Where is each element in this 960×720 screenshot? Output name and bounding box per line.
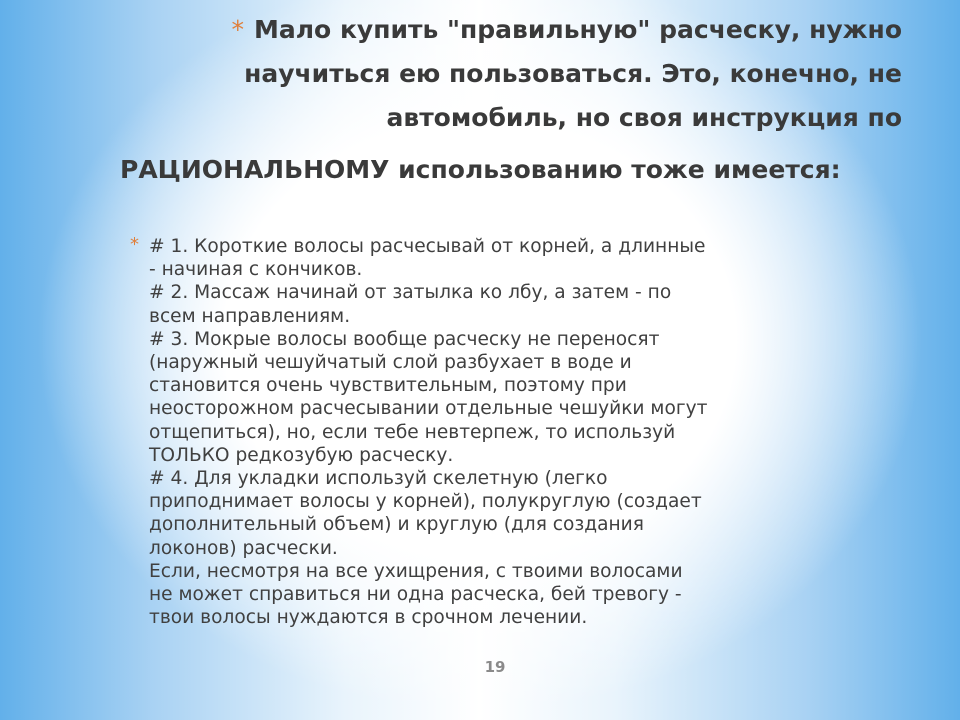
body-line: приподнимает волосы у корней), полукруглую (создает bbox=[149, 491, 702, 513]
body-line: ТОЛЬКО редкозубую расческу. bbox=[149, 444, 454, 466]
title-line-text: Мало купить "правильную" расческу, нужно bbox=[254, 15, 902, 44]
body-line: локонов) расчески. bbox=[149, 537, 338, 559]
body-line: не может справиться ни одна расческа, бей тревогу - bbox=[149, 584, 682, 606]
body-line: # 1. Короткие волосы расчесывай от корней, а длинные bbox=[149, 236, 706, 257]
title-block bbox=[120, 8, 902, 140]
body-line: # 3. Мокрые волосы вообще расческу не переносят bbox=[149, 328, 660, 350]
body-line: всем направлениям. bbox=[149, 305, 351, 327]
title-line: автомобиль, но своя инструкция по bbox=[386, 103, 902, 132]
title-line bbox=[120, 8, 902, 52]
body-line: твои волосы нуждаются в срочном лечении. bbox=[149, 607, 588, 629]
slide-body bbox=[130, 235, 790, 629]
body-line: - начиная с кончиков. bbox=[149, 259, 363, 281]
title-bullet-icon: * bbox=[231, 15, 244, 44]
body-line: отщепиться), но, если тебе невтерпеж, то используй bbox=[149, 421, 676, 443]
slide-title bbox=[120, 8, 902, 192]
body-line: # 2. Массаж начинай от затылка ко лбу, а затем - по bbox=[149, 282, 672, 304]
body-line: Если, несмотря на все ухищрения, с твоими волосами bbox=[149, 560, 683, 582]
title-line: научиться ею пользоваться. Это, конечно, не bbox=[244, 59, 902, 88]
body-line: дополнительный объем) и круглую (для создания bbox=[149, 514, 644, 536]
body-line: (наружный чешуйчатый слой разбухает в воде и bbox=[149, 352, 632, 374]
body-bullet-icon: * bbox=[130, 234, 139, 255]
body-line: становится очень чувствительным, поэтому при bbox=[149, 375, 627, 397]
title-last-line: РАЦИОНАЛЬНОМУ использованию тоже имеется: bbox=[120, 155, 841, 184]
page-number: 19 bbox=[484, 658, 506, 676]
body-line: неосторожном расчесывании отдельные чешуйки могут bbox=[149, 398, 708, 420]
body-line: # 4. Для укладки используй скелетную (легко bbox=[149, 468, 608, 490]
